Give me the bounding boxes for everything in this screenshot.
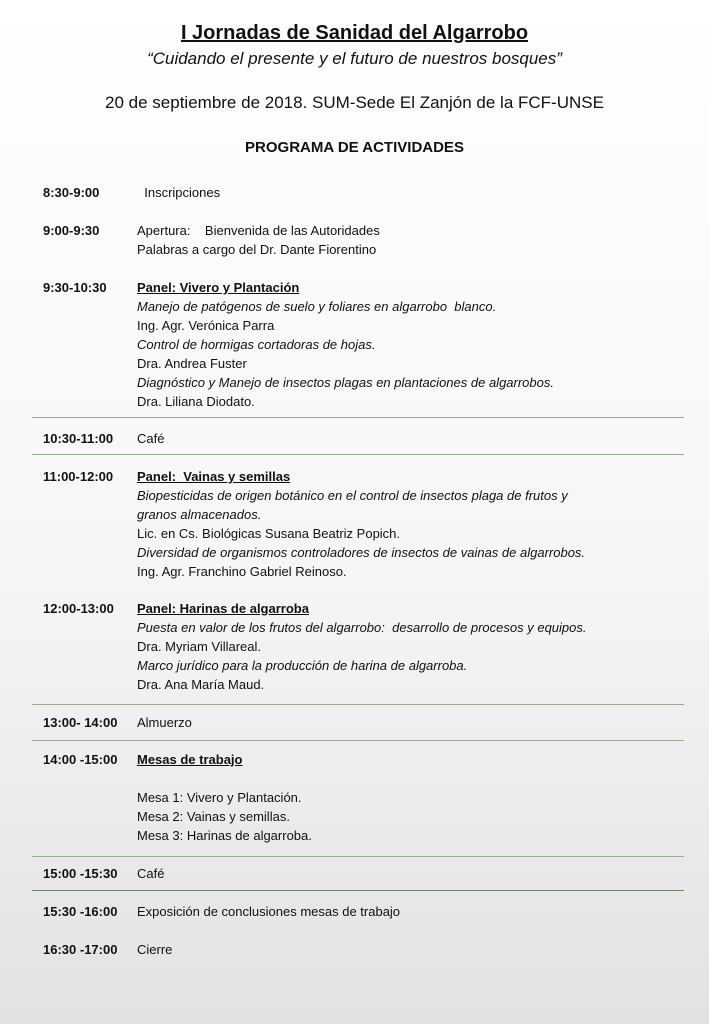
schedule-entry [137,221,380,259]
schedule-entry [137,864,164,883]
blank-line [137,769,312,788]
talk-title: Diversidad de organismos controladores de insectos de vainas de algarrobos. [137,545,586,560]
section-divider [32,454,684,455]
activity-text: Exposición de conclusiones mesas de trabajo [137,904,401,919]
time-slot: 14:00 -15:00 [43,752,118,767]
panel-title: Panel: Vainas y semillas [137,469,291,484]
panel-title: Panel: Vivero y Plantación [137,280,300,295]
schedule-entry [137,429,164,448]
time-slot: 9:00-9:30 [43,223,100,238]
speaker-name: Ing. Agr. Verónica Parra [137,318,275,333]
speaker-name: Dra. Myriam Villareal. [137,639,262,654]
activity-text: Inscripciones [137,185,221,200]
schedule-entry [137,599,586,694]
schedule-entry [137,902,400,921]
section-divider [32,417,684,418]
time-slot: 8:30-9:00 [43,185,100,200]
talk-title: Manejo de patógenos de suelo y foliares en algarrobo blanco. [137,299,497,314]
panel-title: Panel: Harinas de algarroba [137,601,309,616]
program-heading: PROGRAMA DE ACTIVIDADES [245,139,464,156]
activity-text: Cierre [137,942,173,957]
section-divider [32,740,684,741]
document-title: I Jornadas de Sanidad del Algarrobo [180,22,529,44]
talk-title-continued: granos almacenados. [137,507,262,522]
section-divider [32,856,684,857]
speaker-name: Lic. en Cs. Biológicas Susana Beatriz Popich. [137,526,401,541]
work-table-item: Mesa 1: Vivero y Plantación. [137,790,302,805]
schedule-entry [137,183,220,202]
speaker-name: Dra. Andrea Fuster [137,356,247,371]
event-date-location: 20 de septiembre de 2018. SUM-Sede El Zanjón de la FCF-UNSE [105,93,604,112]
panel-title: Mesas de trabajo [137,752,243,767]
time-slot: 16:30 -17:00 [43,942,118,957]
talk-title: Control de hormigas cortadoras de hojas. [137,337,376,352]
schedule-entry [137,713,192,732]
time-slot: 10:30-11:00 [43,431,114,446]
section-divider [32,704,684,705]
speaker-name: Dra. Liliana Diodato. [137,394,255,409]
speaker-name: Dra. Ana María Maud. [137,677,265,692]
time-slot: 11:00-12:00 [43,469,114,484]
talk-title: Biopesticidas de origen botánico en el control de insectos plaga de frutos y [137,488,568,503]
time-slot: 13:00- 14:00 [43,715,118,730]
activity-text: Apertura: Bienvenida de las Autoridades [137,223,380,238]
time-slot: 12:00-13:00 [43,601,114,616]
activity-text: Café [137,866,165,881]
activity-text: Almuerzo [137,715,192,730]
speaker-name: Ing. Agr. Franchino Gabriel Reinoso. [137,564,347,579]
talk-title: Puesta en valor de los frutos del algarrobo: desarrollo de procesos y equipos. [137,620,587,635]
time-slot: 15:00 -15:30 [43,866,118,881]
activity-text: Café [137,431,165,446]
schedule-entry [137,750,312,845]
schedule-entry [137,467,585,581]
schedule-entry [137,940,172,959]
work-table-item: Mesa 2: Vainas y semillas. [137,809,290,824]
activity-text: Palabras a cargo del Dr. Dante Fiorentino [137,242,377,257]
time-slot: 9:30-10:30 [43,280,107,295]
document-subtitle: “Cuidando el presente y el futuro de nuestros bosques” [147,49,562,68]
work-table-item: Mesa 3: Harinas de algarroba. [137,828,312,843]
talk-title: Marco jurídico para la producción de harina de algarroba. [137,658,468,673]
section-divider [32,890,684,891]
schedule-entry [137,278,554,411]
time-slot: 15:30 -16:00 [43,904,118,919]
talk-title: Diagnóstico y Manejo de insectos plagas en plantaciones de algarrobos. [137,375,554,390]
